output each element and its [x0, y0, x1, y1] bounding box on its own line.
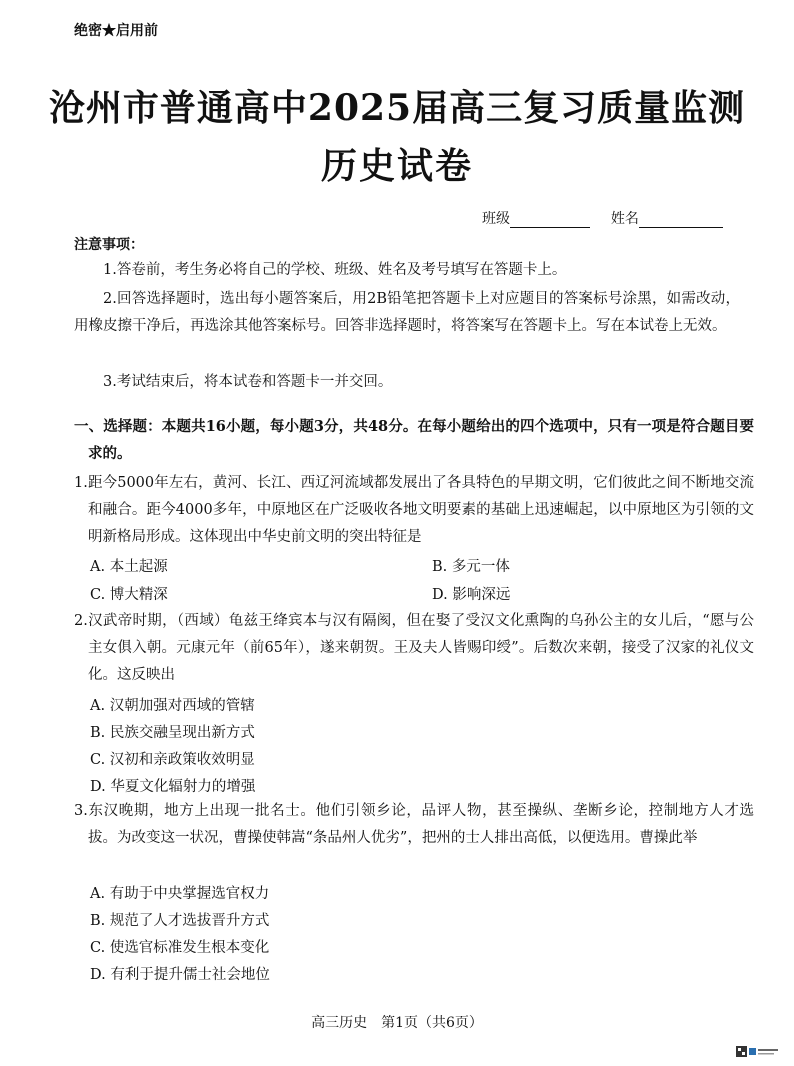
question-option: B. 民族交融呈现出新方式: [90, 725, 255, 741]
question-option: D. 华夏文化辐射力的增强: [90, 779, 256, 795]
question-stem: 1.距今5000年左右，黄河、长江、西辽河流域都发展出了各具特色的早期文明，它们彼此之间不断地交流和融合。距今4000多年，中原地区在广泛吸收各地文明要素的基础上迅速崛起，以中原地区为引领的文明新格局形成。这体现出中华史前文明的突出特征是: [74, 475, 754, 545]
class-blank: [510, 213, 590, 228]
question-option: D. 有利于提升儒士社会地位: [90, 967, 270, 983]
question-stem: 3.东汉晚期，地方上出现一批名士。他们引领乡论，品评人物，甚至操纵、垄断乡论，控制地方人才选拔。为改变这一状况，曹操使韩嵩“条品州人优劣”，把州的士人排出高低，以便选用。曹操此举: [74, 803, 754, 846]
question-option: C. 汉初和亲政策收效明显: [90, 752, 255, 768]
question-option: D. 影响深远: [432, 587, 511, 603]
name-label: 姓名: [610, 211, 639, 227]
question-option: A. 汉朝加强对西域的管辖: [90, 698, 255, 714]
question-option: B. 多元一体: [432, 559, 510, 575]
question-option: C. 博大精深: [90, 587, 168, 603]
class-label: 班级: [482, 211, 510, 227]
notice-item: 2.回答选择题时，选出每小题答案后，用2B铅笔把答题卡上对应题目的答案标号涂黑，如需改动，用橡皮擦干净后，再选涂其他答案标号。回答非选择题时，将答案写在答题卡上。写在本试卷上无效。: [74, 291, 740, 334]
question-option: A. 有助于中央掌握选官权力: [90, 886, 270, 902]
question-stem: 2.汉武帝时期，（西域）龟兹王绛宾本与汉有隔阂，但在娶了受汉文化熏陶的乌孙公主的女儿后，“愿与公主女俱入朝。元康元年（前65年），遂来朝贺。王及夫人皆赐印绶”。后数次来朝，接受了汉家的礼仪文化。这反映出: [74, 613, 754, 683]
secret-label: 绝密★启用前: [74, 23, 158, 39]
page-footer: 高三历史 第1页（共6页）: [311, 1015, 483, 1031]
name-blank: [639, 213, 723, 228]
student-info-fields: [482, 208, 723, 228]
question-option: A. 本土起源: [90, 559, 168, 575]
exam-title: 沧州市普通高中2025届高三复习质量监测: [48, 87, 746, 129]
question-option: B. 规范了人才选拔晋升方式: [90, 913, 270, 929]
watermark-logo-icon: [736, 1046, 780, 1058]
exam-subject-title: 历史试卷: [320, 145, 473, 187]
notice-item: 3.考试结束后，将本试卷和答题卡一并交回。: [103, 374, 393, 390]
question-option: C. 使选官标准发生根本变化: [90, 940, 270, 956]
notice-heading: 注意事项：: [74, 237, 144, 253]
notice-item: 1.答卷前，考生务必将自己的学校、班级、姓名及考号填写在答题卡上。: [103, 262, 567, 278]
section-heading: 一、选择题：本题共16小题，每小题3分，共48分。在每小题给出的四个选项中，只有一项是符合题目要求的。: [74, 418, 754, 462]
